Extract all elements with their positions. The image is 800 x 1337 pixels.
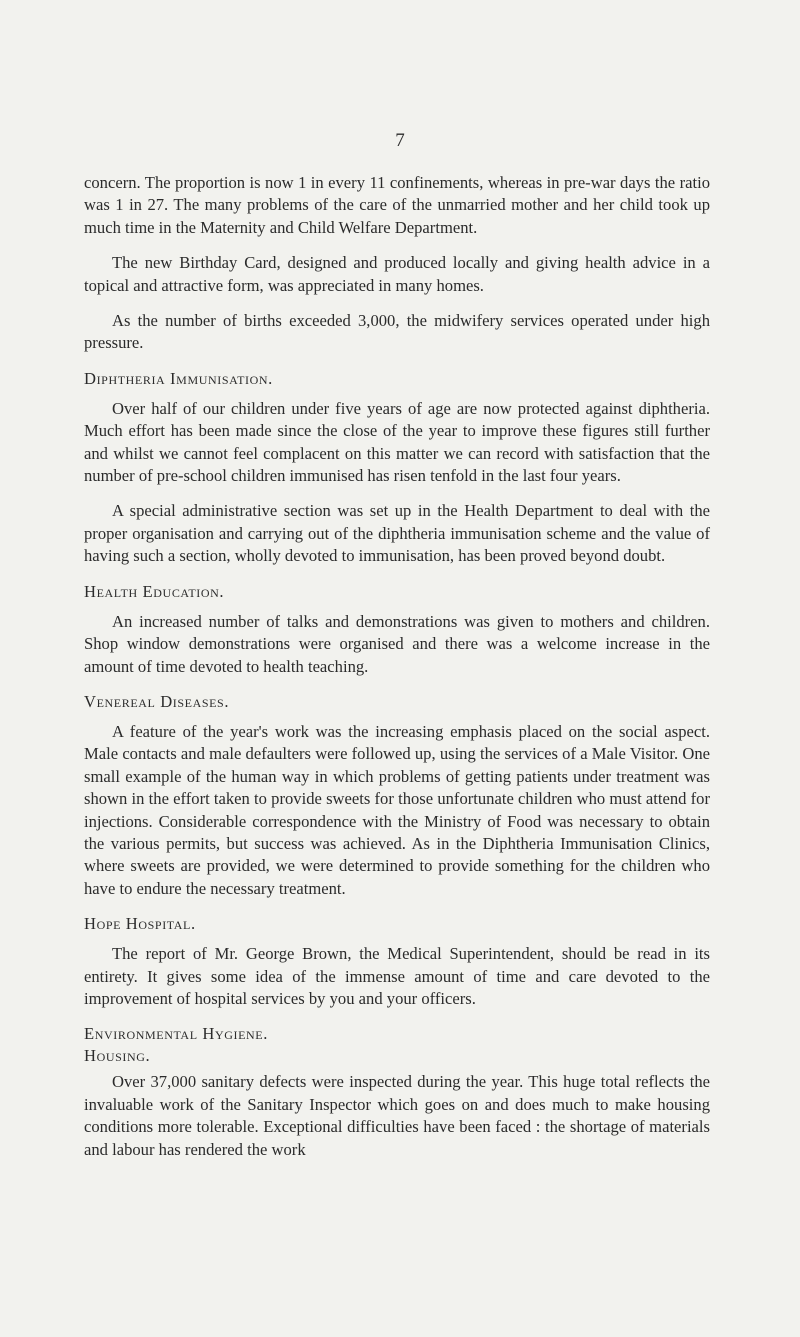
paragraph-hope-hospital: The report of Mr. George Brown, the Medical Superintendent, should be read in its entirety. It gives some idea of the immense amount of time and care devoted to the improvement of hospital services by you and your officers. (84, 944, 710, 1008)
paragraph-health-education: An increased number of talks and demonstrations was given to mothers and children. Shop window demonstrations were organised and there was a welcome increase in the amount of time devoted to health teaching. (84, 611, 710, 676)
heading-diphtheria-immunisation: Diphtheria Immunisation. (84, 368, 273, 388)
paragraph-unmarried-mother: concern. The proportion is now 1 in every 11 confinements, whereas in pre-war days the ratio was 1 in 27. The many problems of the care of the unmarried mother and her child took up much time in the Maternity and Child Welfare Department. (84, 173, 710, 237)
paragraph-midwifery: As the number of births exceeded 3,000, the midwifery services operated under high pressure. (84, 311, 710, 353)
heading-housing: Housing. (84, 1046, 151, 1066)
heading-venereal-diseases: Venereal Diseases. (84, 691, 230, 711)
paragraph-birthday-card: The new Birthday Card, designed and produced locally and giving health advice in a topical and attractive form, was appreciated in many homes. (84, 253, 710, 295)
paragraph-venereal-diseases: A feature of the year's work was the increasing emphasis placed on the social aspect. Male contacts and male defaulters were followed up, using the services of a Male Visitor. One small example of the human way in which problems of getting patients under treatment was shown in the effort taken to provide sweets for those unfortunate children who must attend for injections. Considerable correspondence with the Ministry of Food was necessary to obtain the various permits, but success was achieved. As in the Diphtheria Immunisation Clinics, where sweets are provided, we were determined to provide something for the children who have to endure the necessary treatment. (84, 721, 710, 898)
page-body (84, 172, 710, 1161)
page-number: 7 (395, 130, 405, 151)
paragraph-diphtheria-protection: Over half of our children under five years of age are now protected against diphtheria. Much effort has been made since the close of the year to improve these figures still further and whilst we cannot feel complacent on this matter we can record with satisfaction that the number of pre-school children immunised has risen tenfold in the last four years. (84, 398, 710, 486)
heading-environmental-hygiene: Environmental Hygiene. (84, 1024, 268, 1044)
heading-health-education: Health Education. (84, 581, 225, 601)
heading-hope-hospital: Hope Hospital. (84, 914, 196, 934)
paragraph-housing: Over 37,000 sanitary defects were inspected during the year. This huge total reflects the invaluable work of the Sanitary Inspector which goes on and does much to make housing conditions more tolerable. Exceptional difficulties have been faced : the shortage of materials and labour has rendered the work (84, 1072, 710, 1159)
paragraph-immunisation-section: A special administrative section was set up in the Health Department to deal with the proper organisation and carrying out of the diphtheria immunisation scheme and the value of having such a section, wholly devoted to immunisation, has been proved beyond doubt. (84, 501, 710, 566)
